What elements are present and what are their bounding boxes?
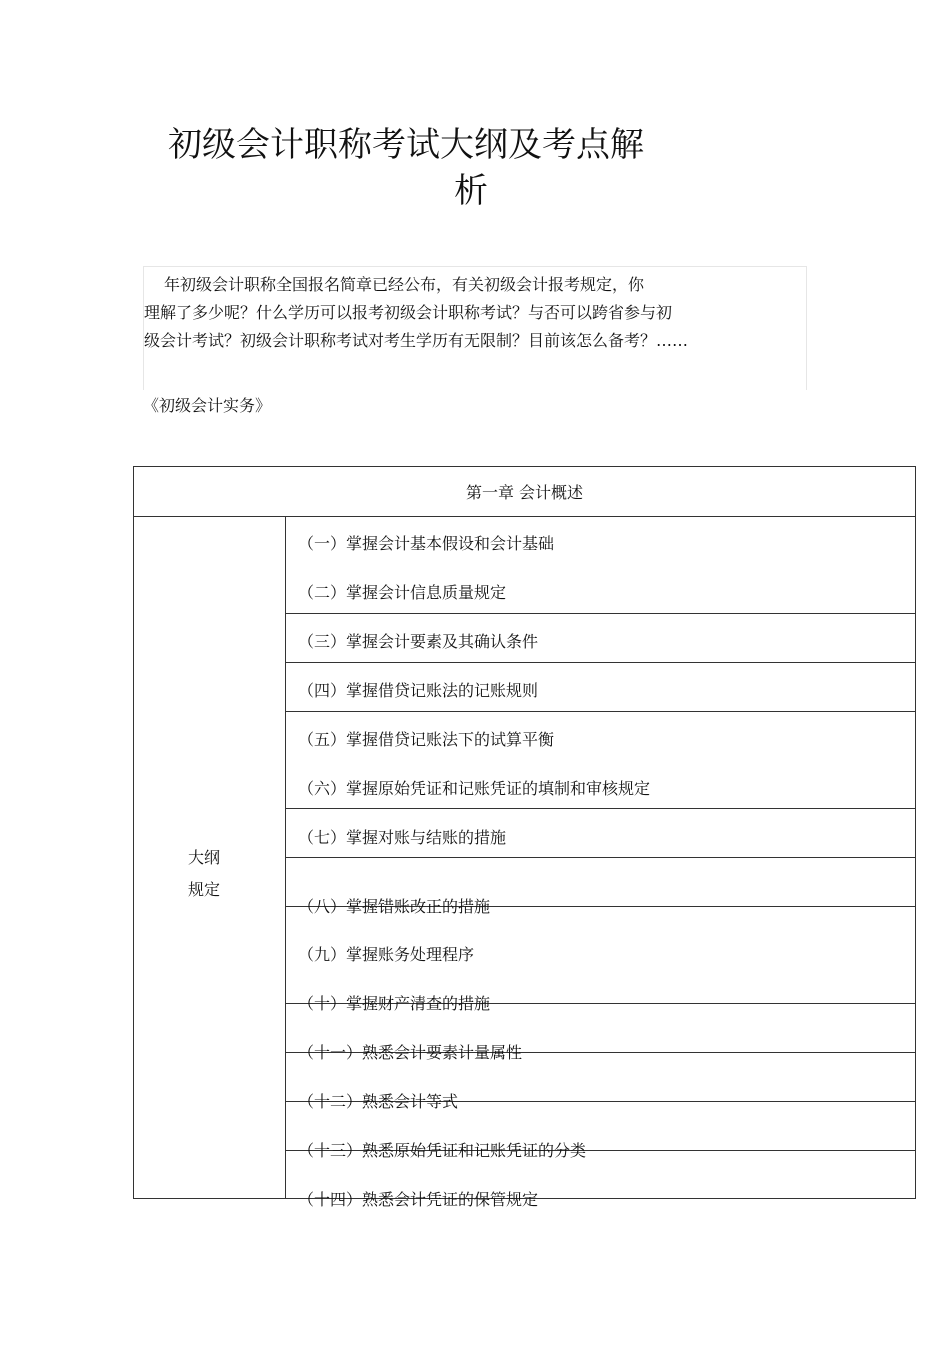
syllabus-item: （一）掌握会计基本假设和会计基础 [298,534,555,553]
row-divider [286,662,916,663]
row-divider [286,808,916,809]
document-title [168,122,688,214]
syllabus-item: （五）掌握借贷记账法下的试算平衡 [298,730,555,749]
chapter-header: 第一章 会计概述 [134,467,915,517]
intro-line-1: 年初级会计职称全国报名简章已经公布，有关初级会计报考规定，你 [164,275,645,294]
intro-line-2: 理解了多少呢？什么学历可以报考初级会计职称考试？与否可以跨省参与初 [144,303,673,322]
syllabus-item: （十三）熟悉原始凭证和记账凭证的分类 [298,1141,587,1160]
book-name: 《初级会计实务》 [143,396,272,415]
title-line-1: 初级会计职称考试大纲及考点解 [168,125,644,165]
row-divider [286,711,916,712]
syllabus-item: （八）掌握错账改正的措施 [298,897,491,916]
syllabus-item: （六）掌握原始凭证和记账凭证的填制和审核规定 [298,779,651,798]
syllabus-item: （十）掌握财产清查的措施 [298,994,491,1013]
left-label-line-1: 大纲 [188,848,221,867]
left-label-line-2: 规定 [188,880,221,899]
syllabus-item: （二）掌握会计信息质量规定 [298,583,507,602]
syllabus-item: （十一）熟悉会计要素计量属性 [298,1043,523,1062]
left-label-cell [134,517,286,1198]
row-divider [286,613,916,614]
syllabus-item: （九）掌握账务处理程序 [298,945,475,964]
syllabus-item: （十四）熟悉会计凭证的保管规定 [298,1190,539,1209]
left-label [188,842,248,906]
syllabus-item: （四）掌握借贷记账法的记账规则 [298,681,539,700]
intro-line-3: 级会计考试？初级会计职称考试对考生学历有无限制？目前该怎么备考？…… [144,331,689,350]
syllabus-item: （三）掌握会计要素及其确认条件 [298,632,539,651]
title-line-2: 析 [454,171,488,211]
row-divider [286,857,916,858]
syllabus-item: （七）掌握对账与结账的措施 [298,828,507,847]
syllabus-table [133,466,916,1209]
syllabus-item: （十二）熟悉会计等式 [298,1092,459,1111]
intro-box [143,266,807,390]
